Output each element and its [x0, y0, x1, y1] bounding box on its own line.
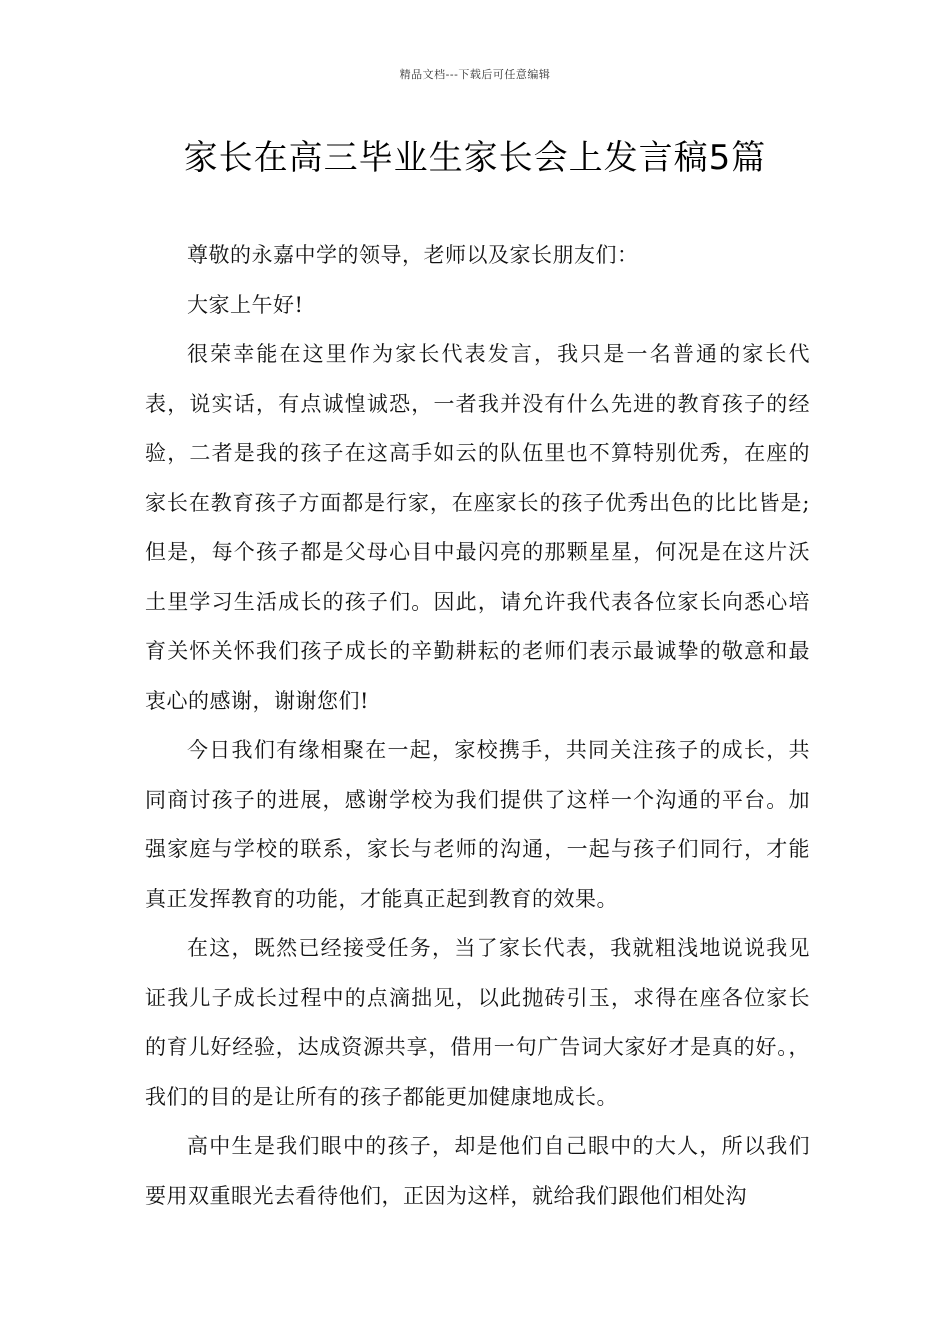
body-paragraph: 很荣幸能在这里作为家长代表发言，我只是一名普通的家长代表，说实话，有点诚惶诚恐，一者我并没有什么先进的教育孩子的经验，二者是我的孩子在这高手如云的队伍里也不算特别优秀，在座的家长在教育孩子方面都是行家，在座家长的孩子优秀出色的比比皆是;但是，每个孩子都是父母心目中最闪亮的那颗星星，何况是在这片沃土里学习生活成长的孩子们。因此，请允许我代表各位家长向悉心培育关怀关怀我们孩子成长的辛勤耕耘的老师们表示最诚挚的敬意和最衷心的感谢，谢谢您们! — [145, 342, 810, 713]
document-body — [145, 231, 810, 1221]
body-paragraph: 在这，既然已经接受任务，当了家长代表，我就粗浅地说说我见证我儿子成长过程中的点滴拙见，以此抛砖引玉，求得在座各位家长的育儿好经验，达成资源共享，借用一句广告词大家好才是真的好。，我们的目的是让所有的孩子都能更加健康地成长。 — [145, 936, 810, 1109]
greeting-paragraph: 大家上午好! — [187, 292, 304, 317]
body-paragraph: 今日我们有缘相聚在一起，家校携手，共同关注孩子的成长，共同商讨孩子的进展，感谢学校为我们提供了这样一个沟通的平台。加强家庭与学校的联系，家长与老师的沟通，一起与孩子们同行，才能真正发挥教育的功能，才能真正起到教育的效果。 — [145, 738, 810, 911]
header-note: 精品文档---下载后可任意编辑 — [399, 68, 551, 81]
document-title: 家长在高三毕业生家长会上发言稿5篇 — [183, 138, 767, 178]
salutation-paragraph: 尊敬的永嘉中学的领导，老师以及家长朋友们： — [187, 243, 639, 267]
body-paragraph: 高中生是我们眼中的孩子，却是他们自己眼中的大人，所以我们要用双重眼光去看待他们，正因为这样，就给我们跟他们相处沟 — [145, 1134, 810, 1208]
